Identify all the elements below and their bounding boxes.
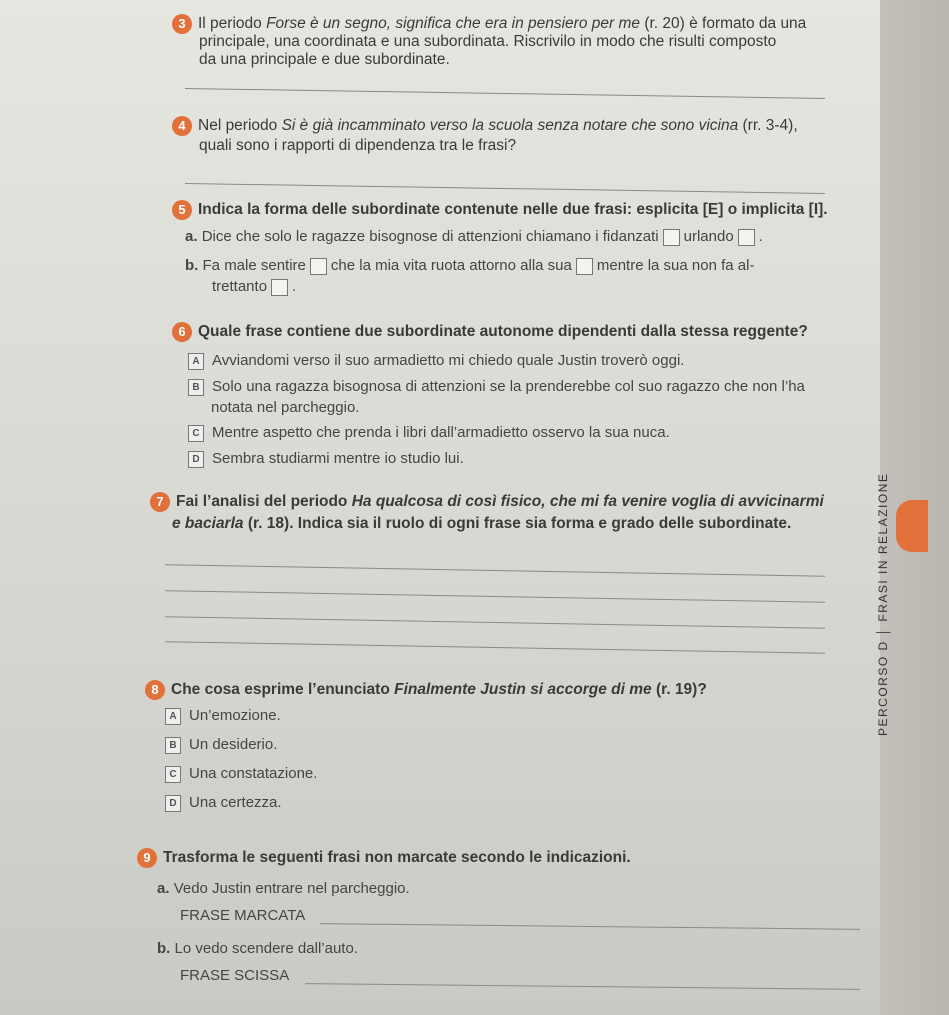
answer-box[interactable] [576,258,593,275]
option-c[interactable]: C Una constatazione. [165,765,317,783]
exercise-8: 8 Che cosa esprime l’enunciato Finalmente Justin si accorge di me (r. 19)? [145,680,845,700]
exercise-number-badge: 4 [172,116,192,136]
exercise-number-badge: 6 [172,322,192,342]
exercise-number-badge: 5 [172,200,192,220]
exercise-3-line-2: principale, una coordinata e una subordinata. Riscrivilo in modo che risulti composto [199,33,777,50]
exercise-6: 6 Quale frase contiene due subordinate autonome dipendenti dalla stessa reggente? [172,322,872,342]
exercise-3: 3 Il periodo Forse è un segno, significa che era in pensiero per me (r. 20) è formato da una [172,14,862,34]
option-b-continuation: notata nel parcheggio. [211,399,360,416]
exercise-4: 4 Nel periodo Si è già incamminato verso la scuola senza notare che sono vicina (rr. 3-4), [172,116,862,136]
answer-box[interactable] [271,279,288,296]
option-b[interactable]: B Un desiderio. [165,736,277,754]
option-b[interactable]: B Solo una ragazza bisognosa di attenzioni se la prenderebbe col suo ragazzo che non l’ha [188,378,858,396]
option-d[interactable]: D Una certezza. [165,794,282,812]
chapter-marker [896,500,928,552]
exercise-4-line-2: quali sono i rapporti di dipendenza tra le frasi? [199,137,517,154]
option-a[interactable]: A Un’emozione. [165,707,281,725]
exercise-number-badge: 7 [150,492,170,512]
sidebar-chapter-label: PERCORSO D │ FRASI IN RELAZIONE [876,472,890,736]
exercise-5-b: b. Fa male sentire che la mia vita ruota attorno alla sua mentre la sua non fa al- [185,257,755,274]
exercise-5-b-cont: trettanto . [212,278,297,295]
exercise-number-badge: 8 [145,680,165,700]
exercise-number-badge: 3 [172,14,192,34]
option-c[interactable]: C Mentre aspetto che prenda i libri dall’armadietto osservo la sua nuca. [188,424,670,442]
frase-scissa-label: FRASE SCISSA [180,967,290,984]
exercise-9: 9 Trasforma le seguenti frasi non marcate secondo le indicazioni. [137,848,837,868]
option-d[interactable]: D Sembra studiarmi mentre io studio lui. [188,450,464,468]
exercise-9-a: a. Vedo Justin entrare nel parcheggio. [157,880,410,897]
exercise-7-line-2: e baciarla (r. 18). Indica sia il ruolo di ogni frase sia forma e grado delle subordinate. [172,515,792,532]
answer-box[interactable] [738,229,755,246]
answer-box[interactable] [310,258,327,275]
exercise-number-badge: 9 [137,848,157,868]
frase-marcata-label: FRASE MARCATA [180,907,306,924]
option-a[interactable]: A Avviandomi verso il suo armadietto mi chiedo quale Justin troverò oggi. [188,352,684,370]
exercise-3-line-3: da una principale e due subordinate. [199,51,450,68]
exercise-9-b: b. Lo vedo scendere dall’auto. [157,940,358,957]
exercise-5-a: a. Dice che solo le ragazze bisognose di attenzioni chiamano i fidanzati urlando . [185,228,763,245]
answer-box[interactable] [663,229,680,246]
exercise-5: 5 Indica la forma delle subordinate contenute nelle due frasi: esplicita [E] o implicita [I]. [172,200,872,220]
exercise-7: 7 Fai l’analisi del periodo Ha qualcosa di così fisico, che mi fa venire voglia di avvicinarmi [150,492,862,512]
